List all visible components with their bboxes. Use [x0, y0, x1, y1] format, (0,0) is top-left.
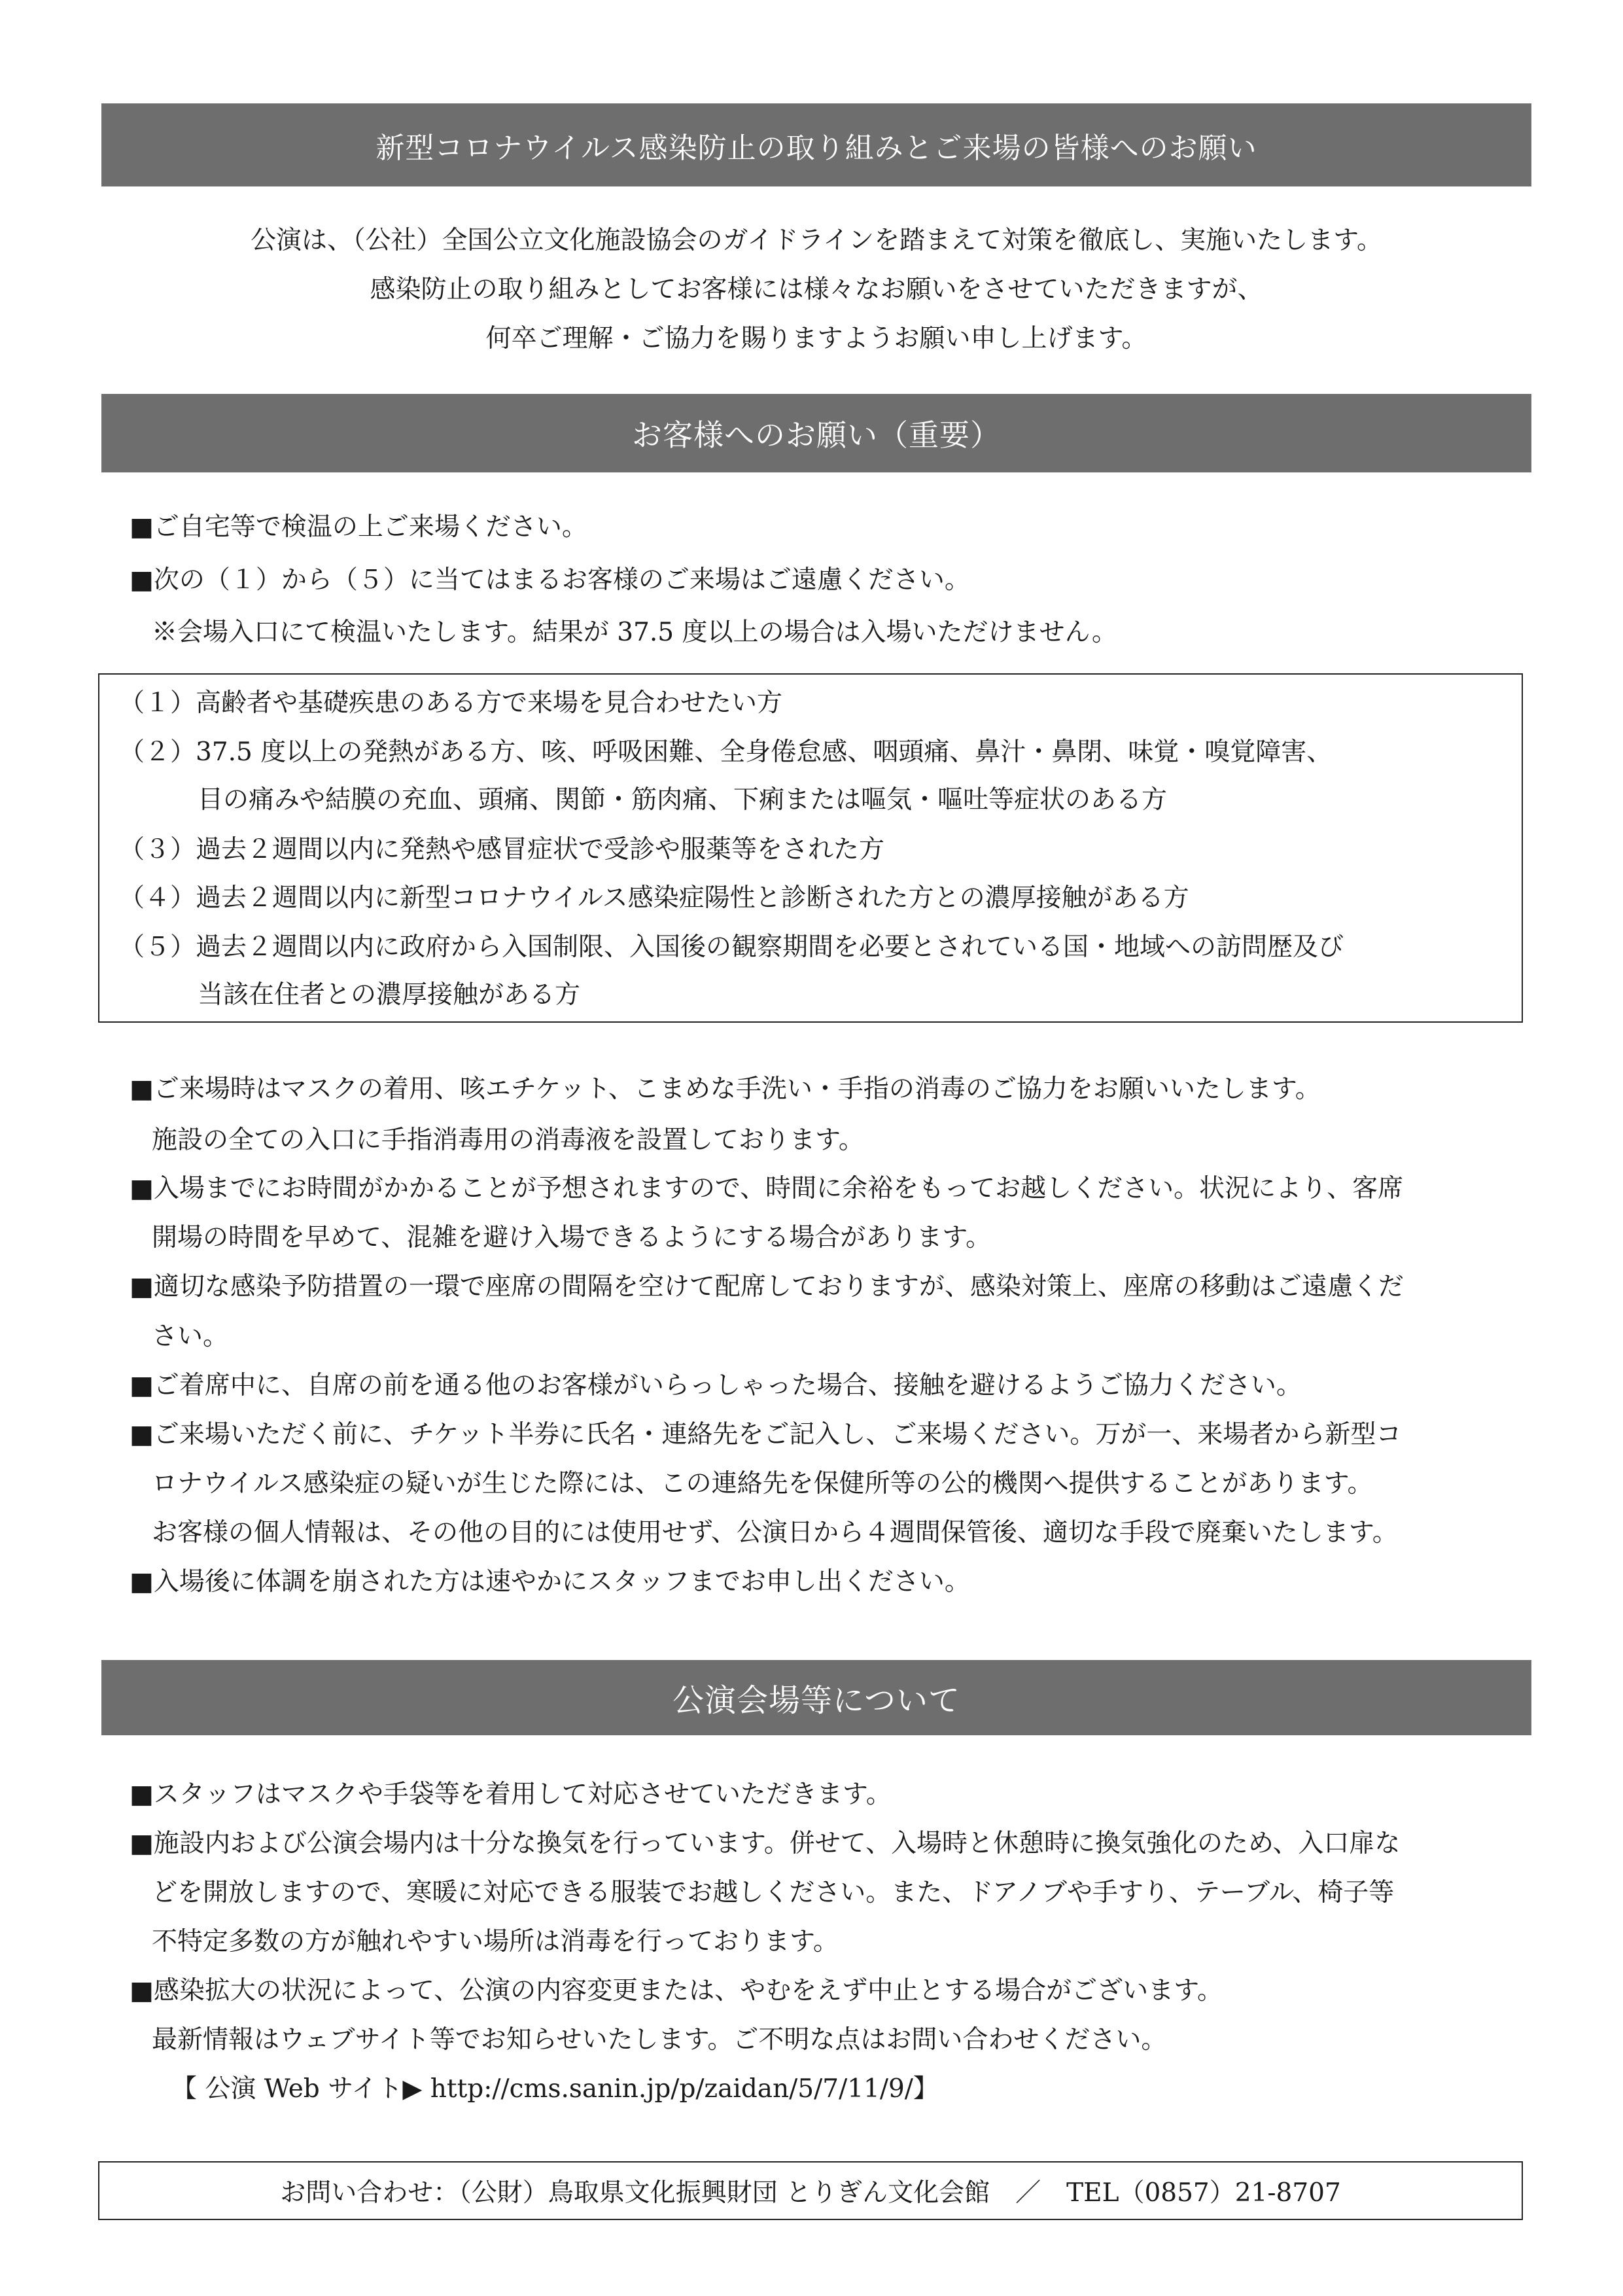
contact-box: [98, 2161, 1523, 2220]
request-item: 施設の全ての入口に手指消毒用の消毒液を設置しております。: [152, 1125, 864, 1155]
request-item: ■入場までにお時間がかかることが予想されますので、時間に余裕をもってお越しください。状況により、客席: [130, 1174, 1404, 1203]
venue-item: 不特定多数の方が触れやすい場所は消毒を行っております。: [152, 1927, 839, 1956]
condition-item: （５）過去２週間以内に政府から入国制限、入国後の観察期間を必要とされている国・地域への訪問歴及び: [119, 932, 1344, 962]
request-item: ■ご自宅等で検温の上ご来場ください。: [130, 512, 587, 542]
request-item: 開場の時間を早めて、混雑を避け入場できるようにする場合があります。: [152, 1223, 992, 1252]
intro-line: 公演は、（公社）全国公立文化施設協会のガイドラインを踏まえて対策を徹底し、実施いたします。: [250, 226, 1383, 255]
request-item: ■入場後に体調を崩された方は速やかにスタッフまでお申し出ください。: [130, 1567, 970, 1597]
venue-title-banner: [101, 1660, 1531, 1735]
website-link[interactable]: 【 公演 Web サイト▶ http://cms.sanin.jp/p/zaidan/5/7/11/9/】: [171, 2074, 939, 2104]
venue-item: どを開放しますので、寒暖に対応できる服装でお越しください。また、ドアノブや手すり、テーブル、椅子等: [152, 1878, 1395, 1907]
condition-item: 当該在住者との濃厚接触がある方: [198, 980, 581, 1010]
contact-text: お問い合わせ：（公財）鳥取県文化振興財団 とりぎん文化会館 ／ TEL（0857）21-8707: [280, 2178, 1341, 2208]
request-item: ロナウイルス感染症の疑いが生じた際には、この連絡先を保健所等の公的機関へ提供することがあります。: [152, 1469, 1373, 1498]
condition-item: 目の痛みや結膜の充血、頭痛、関節・筋肉痛、下痢または嘔気・嘔吐等症状のある方: [198, 785, 1168, 815]
condition-item: （３）過去２週間以内に発熱や感冒症状で受診や服薬等をされた方: [119, 835, 885, 864]
venue-item: ■施設内および公演会場内は十分な換気を行っています。併せて、入場時と休憩時に換気強化のため、入口扉な: [130, 1829, 1401, 1858]
venue-item: ■感染拡大の状況によって、公演の内容変更または、やむをえず中止とする場合がございます。: [130, 1976, 1223, 2005]
intro-line: 感染防止の取り組みとしてお客様には様々なお願いをさせていただきますが、: [370, 275, 1263, 304]
condition-item: （１）高齢者や基礎疾患のある方で来場を見合わせたい方: [119, 688, 783, 718]
condition-item: （４）過去２週間以内に新型コロナウイルス感染症陽性と診断された方との濃厚接触がある方: [119, 883, 1189, 913]
request-item: ■次の（１）から（５）に当てはまるお客様のご来場はご遠慮ください。: [130, 565, 970, 595]
request-item: お客様の個人情報は、その他の目的には使用せず、公演日から４週間保管後、適切な手段で廃棄いたします。: [152, 1518, 1398, 1547]
intro-line: 何卒ご理解・ご協力を賜りますようお願い申し上げます。: [485, 324, 1147, 353]
requests-title: お客様へのお願い（重要）: [632, 417, 1001, 453]
condition-item: （２）37.5 度以上の発熱がある方、咳、呼吸困難、全身倦怠感、咽頭痛、鼻汁・鼻閉、味覚・嗅覚障害、: [119, 737, 1333, 767]
intro-text: [101, 216, 1531, 363]
request-item: ■ご来場いただく前に、チケット半券に氏名・連絡先をご記入し、ご来場ください。万が一、来場者から新型コ: [130, 1420, 1402, 1449]
covid-title-banner: [101, 103, 1531, 186]
venue-item: ■スタッフはマスクや手袋等を着用して対応させていただきます。: [130, 1780, 892, 1809]
covid-title: 新型コロナウイルス感染防止の取り組みとご来場の皆様へのお願い: [375, 131, 1257, 165]
venue-title: 公演会場等について: [672, 1682, 961, 1719]
request-item: ■ご来場時はマスクの着用、咳エチケット、こまめな手洗い・手指の消毒のご協力をお願いいたします。: [130, 1074, 1321, 1104]
request-item: ■適切な感染予防措置の一環で座席の間隔を空けて配席しておりますが、感染対策上、座席の移動はご遠慮くだ: [130, 1272, 1404, 1301]
requests-title-banner: [101, 394, 1531, 472]
request-item: さい。: [152, 1322, 229, 1351]
venue-item: 最新情報はウェブサイト等でお知らせいたします。ご不明な点はお問い合わせください。: [152, 2025, 1167, 2055]
request-item: ■ご着席中に、自席の前を通る他のお客様がいらっしゃった場合、接触を避けるようご協力ください。: [130, 1371, 1302, 1400]
request-note: ※会場入口にて検温いたします。結果が 37.5 度以上の場合は入場いただけません。: [152, 618, 1117, 647]
